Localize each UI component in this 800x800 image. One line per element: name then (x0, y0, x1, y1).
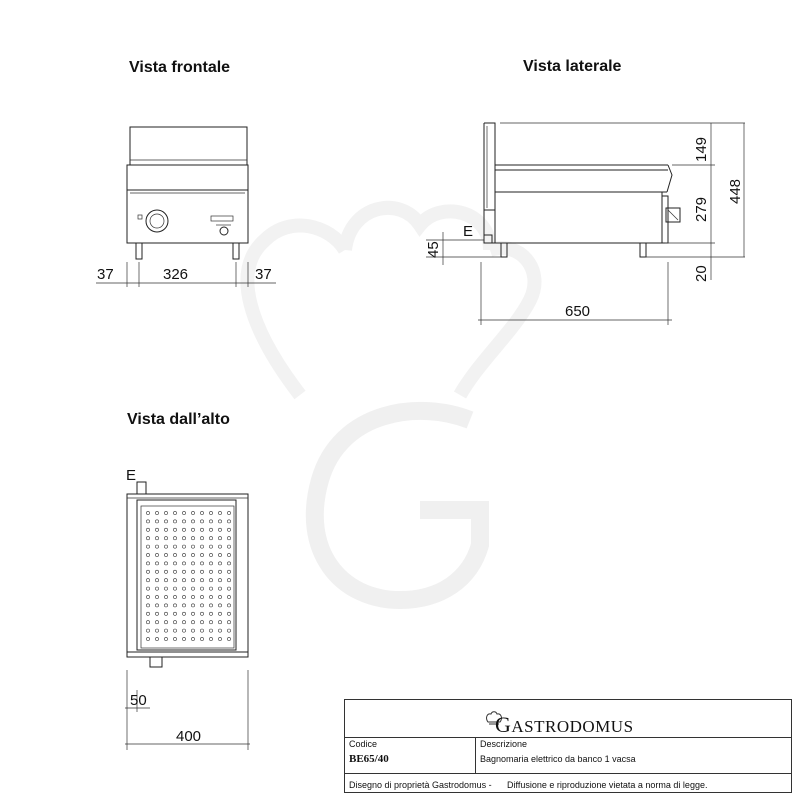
side-dim-connection-height: 45 (425, 241, 442, 258)
perforation-dot (200, 612, 203, 615)
perforation-dot (191, 520, 194, 523)
perforation-dot (164, 562, 167, 565)
perforation-dot (182, 595, 185, 598)
description-value: Bagnomaria elettrico da banco 1 vacsa (480, 754, 636, 764)
perforation-dot (218, 545, 221, 548)
perforation-dot (146, 579, 149, 582)
perforation-dot (209, 604, 212, 607)
perforation-dot (191, 511, 194, 514)
perforation-dot (200, 537, 203, 540)
perforation-dot (155, 520, 158, 523)
side-dim-feet: 20 (693, 265, 710, 282)
perforation-dot (209, 612, 212, 615)
perforation-dot (155, 621, 158, 624)
perforation-dot (227, 629, 230, 632)
perforation-dot (155, 595, 158, 598)
perforation-dot (182, 511, 185, 514)
perforation-dot (200, 511, 203, 514)
perforation-dot (200, 629, 203, 632)
perforation-dot (164, 537, 167, 540)
perforation-dot (155, 579, 158, 582)
title-block-info-row (345, 737, 791, 774)
perforation-dot (191, 579, 194, 582)
perforation-dot (146, 520, 149, 523)
perforation-dot (155, 612, 158, 615)
perforation-dot (155, 570, 158, 573)
perforation-dot (200, 604, 203, 607)
front-view-title: Vista frontale (129, 59, 231, 76)
perforation-dot (218, 621, 221, 624)
perforation-dot (218, 537, 221, 540)
perforation-dot (164, 587, 167, 590)
perforation-dot (173, 637, 176, 640)
perforation-dot (182, 553, 185, 556)
perforation-dot (164, 629, 167, 632)
perforation-dot (218, 612, 221, 615)
perforation-dot (191, 528, 194, 531)
perforation-dot (173, 537, 176, 540)
perforation-dot (200, 553, 203, 556)
perforation-dot (209, 629, 212, 632)
title-block (344, 699, 792, 793)
perforation-dot (200, 587, 203, 590)
perforation-dot (173, 612, 176, 615)
perforation-dot (173, 604, 176, 607)
perforation-dot (182, 612, 185, 615)
title-block-divider (475, 737, 476, 773)
perforation-dot (173, 520, 176, 523)
perforation-dot (164, 553, 167, 556)
perforation-dot (200, 637, 203, 640)
perforation-dot (200, 545, 203, 548)
top-dim-offset: 50 (130, 692, 147, 709)
perforation-dot (146, 545, 149, 548)
perforation-dot (218, 629, 221, 632)
perforation-dot (155, 528, 158, 531)
front-dim-right: 37 (255, 266, 272, 283)
perforation-dot (182, 637, 185, 640)
perforation-dot (164, 637, 167, 640)
perforation-dot (182, 587, 185, 590)
perforation-dot (182, 528, 185, 531)
code-label: Codice (349, 739, 378, 749)
perforation-dot (218, 520, 221, 523)
code-value: BE65/40 (349, 753, 389, 765)
perforation-dot (227, 511, 230, 514)
perforation-dot (200, 562, 203, 565)
perforation-dot (209, 587, 212, 590)
perforation-dot (191, 545, 194, 548)
perforation-dot (218, 553, 221, 556)
perforation-dot (191, 537, 194, 540)
front-dim-left: 37 (97, 266, 114, 283)
perforation-dot (209, 537, 212, 540)
perforation-dot (182, 537, 185, 540)
perforation-dot (182, 570, 185, 573)
top-view-title: Vista dall’alto (127, 411, 230, 428)
perforation-dot (164, 511, 167, 514)
perforation-dot (227, 528, 230, 531)
perforation-dot (209, 511, 212, 514)
perforation-dot (164, 595, 167, 598)
perforation-dot (218, 604, 221, 607)
perforation-dot (209, 637, 212, 640)
perforation-dot (164, 621, 167, 624)
perforation-dot (209, 570, 212, 573)
perforation-dot (173, 570, 176, 573)
perforation-dot (191, 621, 194, 624)
perforation-dot (155, 587, 158, 590)
side-dim-top: 149 (693, 136, 710, 162)
side-connection-label: E (463, 223, 474, 240)
perforation-dot (173, 545, 176, 548)
perforation-dot (227, 612, 230, 615)
perforation-dot (173, 629, 176, 632)
perforation-dot (200, 528, 203, 531)
perforation-dot (218, 595, 221, 598)
perforation-dot (182, 545, 185, 548)
perforation-dot (155, 562, 158, 565)
perforation-dot (164, 604, 167, 607)
perforation-dot (227, 587, 230, 590)
title-block-logo-row (345, 700, 791, 738)
perforation-dot (146, 511, 149, 514)
perforation-dot (164, 570, 167, 573)
perforation-dot (209, 595, 212, 598)
perforation-dot (200, 595, 203, 598)
perforation-dot (146, 537, 149, 540)
perforation-pattern (146, 511, 230, 640)
perforation-dot (173, 528, 176, 531)
perforation-dot (191, 604, 194, 607)
perforation-dot (164, 520, 167, 523)
perforation-dot (146, 570, 149, 573)
top-dim-width: 400 (176, 728, 202, 745)
perforation-dot (155, 537, 158, 540)
perforation-dot (182, 562, 185, 565)
perforation-dot (191, 637, 194, 640)
perforation-dot (173, 595, 176, 598)
perforation-dot (209, 562, 212, 565)
perforation-dot (200, 579, 203, 582)
perforation-dot (164, 579, 167, 582)
perforation-dot (155, 629, 158, 632)
brand-name (495, 712, 634, 738)
perforation-dot (173, 579, 176, 582)
brand-initial: G (495, 712, 512, 737)
perforation-dot (182, 621, 185, 624)
perforation-dot (209, 579, 212, 582)
side-view-title: Vista laterale (523, 58, 622, 75)
brand-rest: ASTRODOMUS (511, 717, 634, 736)
perforation-dot (227, 562, 230, 565)
perforation-dot (173, 621, 176, 624)
perforation-dot (191, 570, 194, 573)
perforation-dot (164, 528, 167, 531)
front-dim-width: 326 (163, 266, 189, 283)
perforation-dot (146, 621, 149, 624)
perforation-dot (191, 587, 194, 590)
perforation-dot (191, 629, 194, 632)
perforation-dot (146, 562, 149, 565)
perforation-dot (146, 637, 149, 640)
perforation-dot (218, 587, 221, 590)
perforation-dot (227, 553, 230, 556)
perforation-dot (146, 528, 149, 531)
perforation-dot (200, 621, 203, 624)
perforation-dot (227, 604, 230, 607)
description-label: Descrizione (480, 739, 528, 749)
perforation-dot (155, 637, 158, 640)
perforation-dot (155, 545, 158, 548)
perforation-dot (173, 553, 176, 556)
perforation-dot (218, 579, 221, 582)
perforation-dot (227, 579, 230, 582)
perforation-dot (227, 520, 230, 523)
perforation-dot (218, 528, 221, 531)
perforation-dot (227, 545, 230, 548)
perforation-dot (191, 612, 194, 615)
perforation-dot (191, 562, 194, 565)
perforation-dot (146, 612, 149, 615)
footer-copyright: Diffusione e riproduzione vietata a norma di legge. (507, 780, 708, 790)
perforation-dot (218, 570, 221, 573)
perforation-dot (209, 553, 212, 556)
perforation-dot (146, 629, 149, 632)
perforation-dot (146, 587, 149, 590)
perforation-dot (227, 570, 230, 573)
perforation-dot (146, 595, 149, 598)
perforation-dot (146, 553, 149, 556)
perforation-dot (218, 637, 221, 640)
perforation-dot (227, 537, 230, 540)
perforation-dot (173, 562, 176, 565)
side-dim-total: 448 (727, 178, 744, 204)
perforation-dot (164, 545, 167, 548)
perforation-dot (209, 528, 212, 531)
perforation-dot (191, 553, 194, 556)
perforation-dot (209, 520, 212, 523)
perforation-dot (200, 520, 203, 523)
perforation-dot (164, 612, 167, 615)
perforation-dot (155, 553, 158, 556)
perforation-dot (146, 604, 149, 607)
perforation-dot (218, 511, 221, 514)
side-dim-mid: 279 (693, 196, 710, 222)
perforation-dot (155, 604, 158, 607)
side-dim-depth: 650 (565, 303, 591, 320)
perforation-dot (209, 621, 212, 624)
perforation-dot (173, 511, 176, 514)
perforation-dot (227, 621, 230, 624)
perforation-dot (182, 579, 185, 582)
perforation-dot (182, 629, 185, 632)
top-connection-label: E (126, 467, 137, 484)
perforation-dot (227, 637, 230, 640)
perforation-dot (182, 604, 185, 607)
perforation-dot (173, 587, 176, 590)
perforation-dot (200, 570, 203, 573)
perforation-dot (218, 562, 221, 565)
perforation-dot (191, 595, 194, 598)
footer-ownership: Disegno di proprietà Gastrodomus - (349, 780, 492, 790)
perforation-dot (227, 595, 230, 598)
perforation-dot (182, 520, 185, 523)
perforation-dot (209, 545, 212, 548)
perforation-dot (155, 511, 158, 514)
